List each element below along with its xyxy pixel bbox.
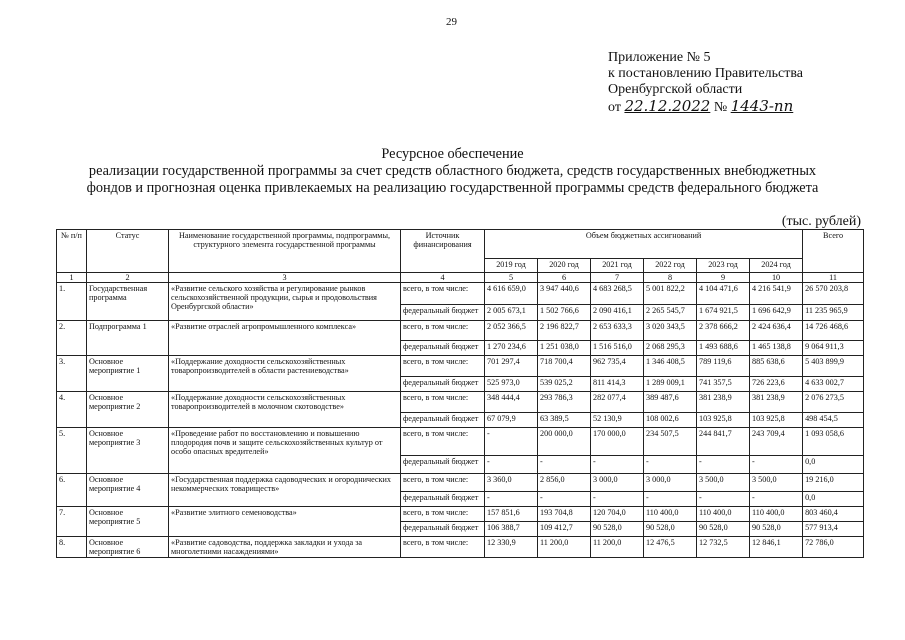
header-row (57, 230, 864, 259)
value-cell: 498 454,5 (803, 413, 864, 428)
row-number: 4. (57, 392, 87, 428)
column-index: 8 (644, 273, 697, 283)
column-index: 1 (57, 273, 87, 283)
value-cell: - (750, 456, 803, 474)
row-number: 5. (57, 428, 87, 474)
value-cell: 741 357,5 (697, 377, 750, 392)
table-row (57, 392, 864, 413)
value-cell: 90 528,0 (750, 522, 803, 537)
source-cell: всего, в том числе: (401, 356, 485, 377)
value-cell: 525 973,0 (485, 377, 538, 392)
appendix-line-1: Приложение № 5 (608, 50, 711, 65)
value-cell: 3 500,0 (750, 474, 803, 492)
value-cell: 67 079,9 (485, 413, 538, 428)
row-number: 2. (57, 321, 87, 356)
value-cell: 90 528,0 (591, 522, 644, 537)
row-name: «Проведение работ по восстановлению и повышению плодородия почв и защите сельскохозяйственных культур от особо опасных вредителей» (169, 428, 401, 474)
table-row (57, 507, 864, 522)
value-cell: - (485, 428, 538, 456)
value-cell: 170 000,0 (591, 428, 644, 456)
year-header: 2021 год (591, 259, 644, 273)
value-cell: 2 068 295,3 (644, 341, 697, 356)
row-number: 3. (57, 356, 87, 392)
year-header: 2024 год (750, 259, 803, 273)
value-cell: 789 119,6 (697, 356, 750, 377)
page-number: 29 (446, 16, 457, 28)
value-cell: 110 400,0 (750, 507, 803, 522)
header-source: Источник финансирования (401, 230, 485, 273)
value-cell: 2 856,0 (538, 474, 591, 492)
value-cell: 52 130,9 (591, 413, 644, 428)
value-cell: 1 493 688,6 (697, 341, 750, 356)
value-cell: 1 346 408,5 (644, 356, 697, 377)
source-cell: федеральный бюджет (401, 492, 485, 507)
value-cell: - (591, 456, 644, 474)
source-cell: федеральный бюджет (401, 413, 485, 428)
source-cell: федеральный бюджет (401, 522, 485, 537)
value-cell: 3 000,0 (644, 474, 697, 492)
value-cell: 1 502 766,6 (538, 305, 591, 321)
value-cell: 12 476,5 (644, 537, 697, 558)
value-cell: 11 200,0 (591, 537, 644, 558)
value-cell: 19 216,0 (803, 474, 864, 492)
title-line-2: реализации государственной программы за счет средств областного бюджета, средств государственных внебюджетных (88, 163, 817, 179)
value-cell: 381 238,9 (750, 392, 803, 413)
value-cell: - (538, 492, 591, 507)
source-cell: всего, в том числе: (401, 507, 485, 522)
value-cell: 244 841,7 (697, 428, 750, 456)
value-cell: - (697, 492, 750, 507)
value-cell: 3 000,0 (591, 474, 644, 492)
value-cell: 4 216 541,9 (750, 283, 803, 305)
value-cell: 381 238,9 (697, 392, 750, 413)
source-cell: федеральный бюджет (401, 341, 485, 356)
value-cell: 1 270 234,6 (485, 341, 538, 356)
value-cell: 63 389,5 (538, 413, 591, 428)
column-index: 7 (591, 273, 644, 283)
source-cell: всего, в том числе: (401, 321, 485, 341)
value-cell: 3 500,0 (697, 474, 750, 492)
value-cell: 193 704,8 (538, 507, 591, 522)
value-cell: 157 851,6 (485, 507, 538, 522)
title-line-3: фондов и прогнозная оценка привлекаемых на реализацию государственной программы средств федерального бюджета (86, 180, 819, 196)
source-cell: всего, в том числе: (401, 428, 485, 456)
value-cell: 577 913,4 (803, 522, 864, 537)
value-cell: 106 388,7 (485, 522, 538, 537)
column-index: 6 (538, 273, 591, 283)
value-cell: 108 002,6 (644, 413, 697, 428)
value-cell: 90 528,0 (644, 522, 697, 537)
table-row (57, 428, 864, 456)
value-cell: 1 674 921,5 (697, 305, 750, 321)
value-cell: 4 616 659,0 (485, 283, 538, 305)
unit-label: (тыс. рублей) (781, 214, 861, 229)
row-status: Основное мероприятие 6 (87, 537, 169, 558)
value-cell: 5 403 899,9 (803, 356, 864, 377)
value-cell: 90 528,0 (697, 522, 750, 537)
value-cell: 110 400,0 (644, 507, 697, 522)
row-status: Государственная программа (87, 283, 169, 321)
year-header: 2023 год (697, 259, 750, 273)
value-cell: 803 460,4 (803, 507, 864, 522)
value-cell: 389 487,6 (644, 392, 697, 413)
value-cell: 1 696 642,9 (750, 305, 803, 321)
source-cell: всего, в том числе: (401, 392, 485, 413)
year-header: 2022 год (644, 259, 697, 273)
value-cell: 811 414,3 (591, 377, 644, 392)
value-cell: 726 223,6 (750, 377, 803, 392)
row-name: «Развитие садоводства, поддержка закладки и ухода за многолетними насаждениями» (169, 537, 401, 558)
value-cell: 4 683 268,5 (591, 283, 644, 305)
number-label: № (713, 100, 728, 115)
appendix-date-line (608, 98, 803, 116)
table-row (57, 283, 864, 305)
value-cell: 4 104 471,6 (697, 283, 750, 305)
handwritten-date: 22.12.2022 (624, 97, 711, 115)
table-row (57, 356, 864, 377)
value-cell: 103 925,8 (750, 413, 803, 428)
value-cell: 12 846,1 (750, 537, 803, 558)
value-cell: 718 700,4 (538, 356, 591, 377)
value-cell: 72 786,0 (803, 537, 864, 558)
value-cell: 2 076 273,5 (803, 392, 864, 413)
appendix-block (608, 50, 803, 116)
document-title (40, 146, 865, 197)
value-cell: 26 570 203,8 (803, 283, 864, 305)
value-cell: 110 400,0 (697, 507, 750, 522)
appendix-line-3: Оренбургской области (608, 82, 743, 97)
source-cell: всего, в том числе: (401, 283, 485, 305)
value-cell: 2 424 636,4 (750, 321, 803, 341)
value-cell: 3 020 343,5 (644, 321, 697, 341)
value-cell: 0,0 (803, 492, 864, 507)
row-name: «Развитие элитного семеноводства» (169, 507, 401, 537)
table-row (57, 474, 864, 492)
value-cell: 2 265 545,7 (644, 305, 697, 321)
value-cell: 120 704,0 (591, 507, 644, 522)
value-cell: - (485, 492, 538, 507)
value-cell: 9 064 911,3 (803, 341, 864, 356)
column-index: 9 (697, 273, 750, 283)
value-cell: - (644, 456, 697, 474)
value-cell: 885 638,6 (750, 356, 803, 377)
value-cell: 103 925,8 (697, 413, 750, 428)
value-cell: - (485, 456, 538, 474)
column-index: 10 (750, 273, 803, 283)
value-cell: 282 077,4 (591, 392, 644, 413)
header-status: Статус (87, 230, 169, 273)
value-cell: 1 093 058,6 (803, 428, 864, 456)
value-cell: - (697, 456, 750, 474)
value-cell: 3 947 440,6 (538, 283, 591, 305)
row-status: Основное мероприятие 2 (87, 392, 169, 428)
column-index: 4 (401, 273, 485, 283)
value-cell: 293 786,3 (538, 392, 591, 413)
value-cell: 539 025,2 (538, 377, 591, 392)
year-header: 2020 год (538, 259, 591, 273)
resource-table (56, 229, 864, 558)
value-cell: 11 235 965,9 (803, 305, 864, 321)
value-cell: 2 090 416,1 (591, 305, 644, 321)
value-cell: - (591, 492, 644, 507)
header-total: Всего (803, 230, 864, 273)
value-cell: 5 001 822,2 (644, 283, 697, 305)
row-status: Основное мероприятие 3 (87, 428, 169, 474)
header-no: № п/п (57, 230, 87, 273)
column-index: 5 (485, 273, 538, 283)
value-cell: 4 633 002,7 (803, 377, 864, 392)
value-cell: 234 507,5 (644, 428, 697, 456)
value-cell: 2 196 822,7 (538, 321, 591, 341)
row-name: «Государственная поддержка садоводческих и огороднических некоммерческих товариществ» (169, 474, 401, 507)
header-name: Наименование государственной программы, подпрограммы, структурного элемента государственной программы (169, 230, 401, 273)
value-cell: 12 732,5 (697, 537, 750, 558)
value-cell: 11 200,0 (538, 537, 591, 558)
value-cell: - (538, 456, 591, 474)
row-number: 6. (57, 474, 87, 507)
value-cell: 3 360,0 (485, 474, 538, 492)
row-name: «Поддержание доходности сельскохозяйственных товаропроизводителей в области растениеводства» (169, 356, 401, 392)
value-cell: 962 735,4 (591, 356, 644, 377)
value-cell: 2 005 673,1 (485, 305, 538, 321)
index-row (57, 273, 864, 283)
table-row (57, 321, 864, 341)
value-cell: 109 412,7 (538, 522, 591, 537)
value-cell: - (750, 492, 803, 507)
column-index: 11 (803, 273, 864, 283)
value-cell: 14 726 468,6 (803, 321, 864, 341)
row-status: Основное мероприятие 1 (87, 356, 169, 392)
value-cell: 2 653 633,3 (591, 321, 644, 341)
source-cell: федеральный бюджет (401, 377, 485, 392)
value-cell: 243 709,4 (750, 428, 803, 456)
row-number: 8. (57, 537, 87, 558)
source-cell: всего, в том числе: (401, 474, 485, 492)
value-cell: 2 378 666,2 (697, 321, 750, 341)
appendix-line-2: к постановлению Правительства (608, 66, 804, 81)
value-cell: 1 289 009,1 (644, 377, 697, 392)
value-cell: 348 444,4 (485, 392, 538, 413)
row-name: «Развитие отраслей агропромышленного комплекса» (169, 321, 401, 356)
column-index: 2 (87, 273, 169, 283)
source-cell: федеральный бюджет (401, 456, 485, 474)
header-volume: Объем бюджетных ассигнований (485, 230, 803, 259)
row-status: Основное мероприятие 4 (87, 474, 169, 507)
value-cell: 1 516 516,0 (591, 341, 644, 356)
row-name: «Поддержание доходности сельскохозяйственных товаропроизводителей в молочном скотоводстве» (169, 392, 401, 428)
value-cell: 1 465 138,8 (750, 341, 803, 356)
title-line-1: Ресурсное обеспечение (381, 146, 524, 162)
value-cell: 0,0 (803, 456, 864, 474)
row-number: 7. (57, 507, 87, 537)
value-cell: - (644, 492, 697, 507)
row-status: Подпрограмма 1 (87, 321, 169, 356)
row-name: «Развитие сельского хозяйства и регулирование рынков сельскохозяйственной продукции, сырья и продовольствия Оренбургской области» (169, 283, 401, 321)
row-number: 1. (57, 283, 87, 321)
handwritten-number: 1443-пп (730, 97, 794, 115)
row-status: Основное мероприятие 5 (87, 507, 169, 537)
value-cell: 12 330,9 (485, 537, 538, 558)
from-label: от (608, 100, 621, 115)
year-header: 2019 год (485, 259, 538, 273)
value-cell: 2 052 366,5 (485, 321, 538, 341)
column-index: 3 (169, 273, 401, 283)
source-cell: федеральный бюджет (401, 305, 485, 321)
value-cell: 200 000,0 (538, 428, 591, 456)
value-cell: 1 251 038,0 (538, 341, 591, 356)
source-cell: всего, в том числе: (401, 537, 485, 558)
value-cell: 701 297,4 (485, 356, 538, 377)
table-row (57, 537, 864, 558)
